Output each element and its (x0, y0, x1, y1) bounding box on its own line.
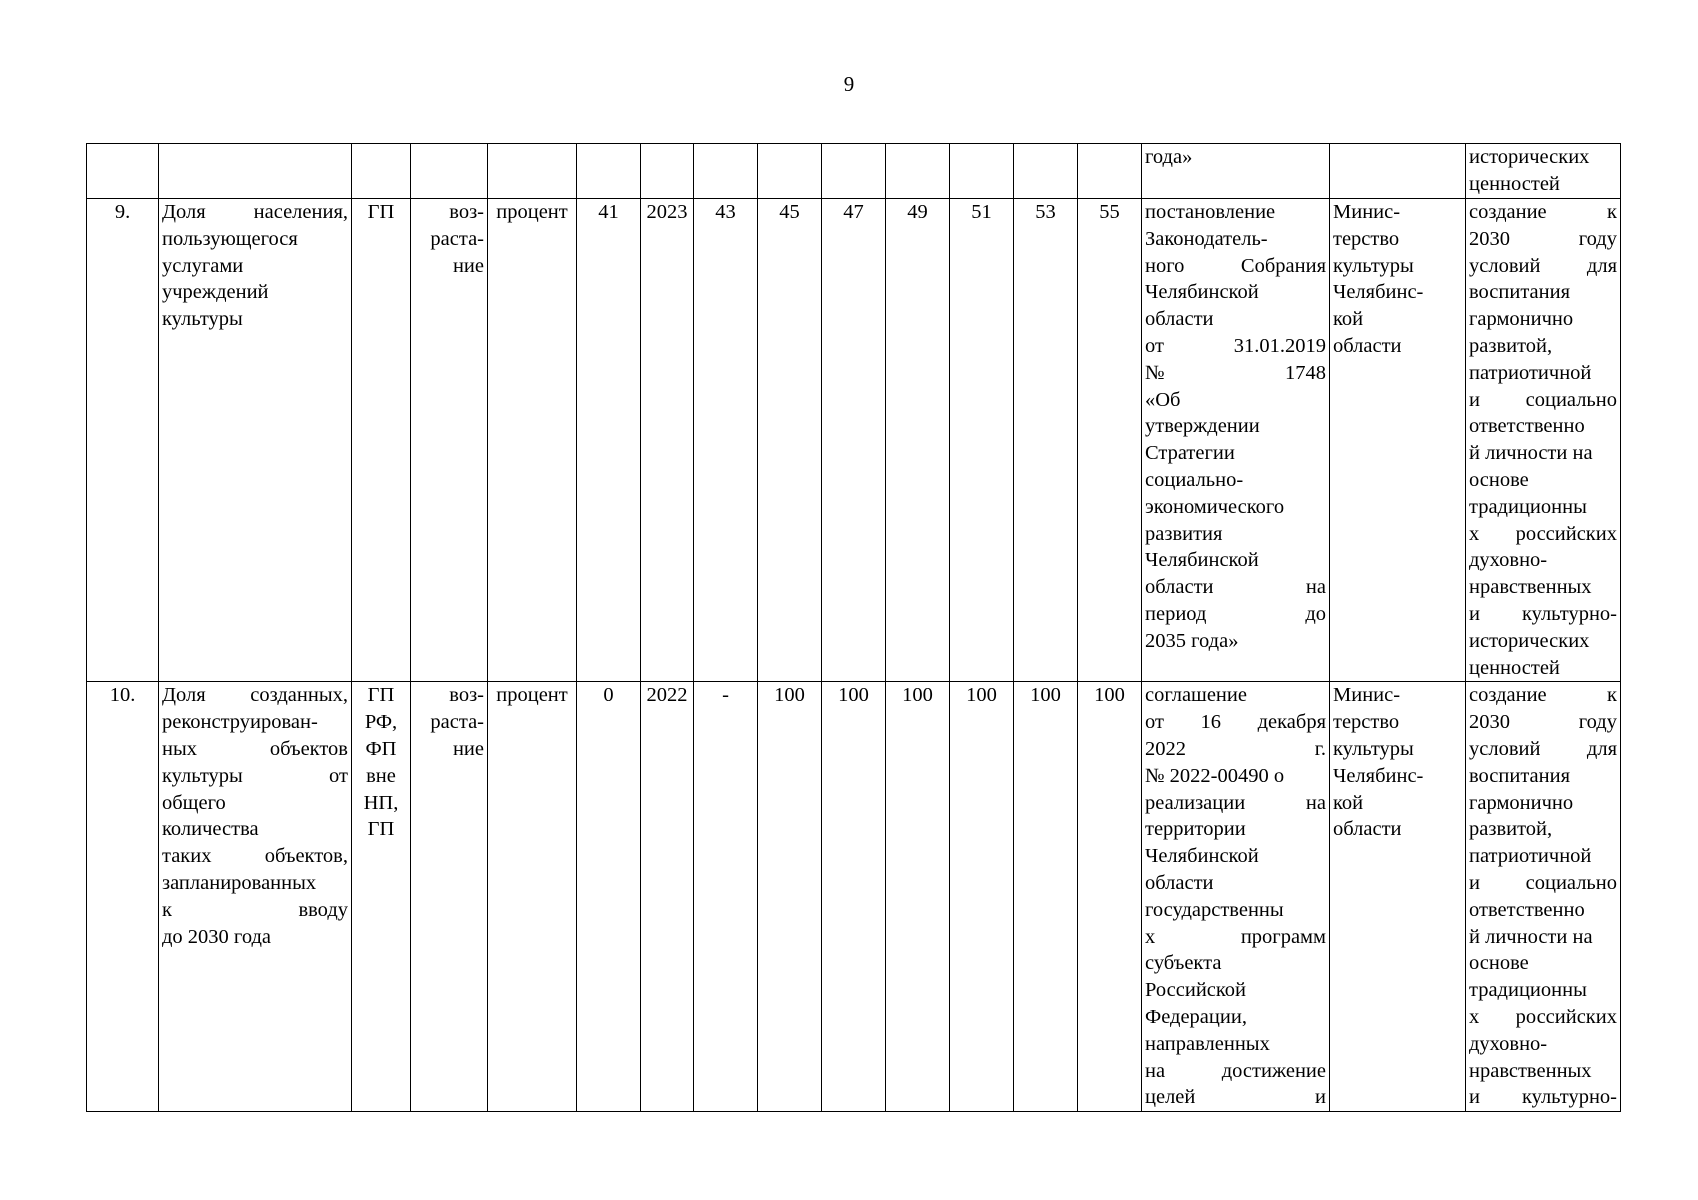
document-line: экономического (1145, 495, 1285, 518)
cell-empty (159, 144, 352, 199)
cell-indicator-name (159, 199, 352, 682)
cell-value: 45 (758, 199, 822, 682)
document-line (1145, 1058, 1326, 1085)
goal-line (1469, 736, 1617, 763)
document-line: направленных (1145, 1032, 1270, 1055)
level-line: НП, (363, 791, 399, 814)
goal-line: нравственных (1469, 576, 1592, 599)
cell-value: 47 (822, 199, 886, 682)
cell-empty (758, 144, 822, 199)
document-line: Федерации, (1145, 1005, 1247, 1028)
name-line: услугами (162, 254, 244, 277)
cell-value: 100 (1014, 682, 1078, 1112)
document-line: соглашение (1145, 684, 1247, 707)
trend-line: ние (452, 737, 484, 760)
cell-empty (694, 144, 758, 199)
word: от (1145, 334, 1164, 357)
cell-empty (87, 144, 159, 199)
cell-value: 51 (950, 199, 1014, 682)
word: № (1145, 361, 1165, 384)
word: Доля (162, 684, 206, 707)
goal-line: развитой, (1469, 818, 1553, 841)
goal-line: ценностей (1469, 656, 1560, 679)
goal-line (1469, 682, 1617, 709)
cell-number: 9. (87, 199, 159, 682)
document-line (1145, 1084, 1326, 1111)
word: ного (1145, 254, 1185, 277)
trend-line: ние (452, 254, 484, 277)
goal-line: развитой, (1469, 334, 1553, 357)
goal-line: исторических (1469, 629, 1590, 652)
document-line: № 2022-00490 о (1145, 764, 1285, 787)
goal-line: патриотичной (1469, 361, 1592, 384)
document-line: Челябинской (1145, 845, 1259, 868)
word: культурно- (1521, 602, 1617, 625)
word: от (329, 764, 348, 787)
cell-document (1142, 682, 1330, 1112)
trend-line: раста- (430, 711, 484, 734)
cell-indicator-name (159, 682, 352, 1112)
word: созданных, (250, 684, 348, 707)
word: условий (1469, 254, 1541, 277)
cell-base-value: 41 (577, 199, 641, 682)
word: на (1145, 1059, 1166, 1082)
document-line: государственны (1145, 898, 1284, 921)
goal-line: ценностей (1469, 172, 1560, 195)
document-line (1145, 253, 1326, 280)
name-line: общего (162, 791, 226, 814)
cell-level (352, 199, 411, 682)
word: вводу (298, 898, 348, 921)
word: объектов, (264, 845, 348, 868)
document-line (1145, 924, 1326, 951)
goal-line (1469, 1004, 1617, 1031)
word: и (1469, 602, 1480, 625)
word: Доля (162, 201, 206, 223)
goal-line (1469, 870, 1617, 897)
word: 16 (1200, 711, 1222, 734)
table-row-continuation (87, 144, 1621, 199)
document-line: развития (1145, 522, 1223, 545)
word: социально (1525, 388, 1617, 411)
cell-empty (577, 144, 641, 199)
word: и (1469, 1086, 1480, 1109)
goal-line (1469, 601, 1617, 628)
word: создание (1469, 201, 1547, 223)
name-line (162, 682, 348, 709)
goal-line: й личности на (1469, 925, 1593, 948)
word: х (1469, 1005, 1480, 1028)
responsible-line: области (1333, 334, 1402, 357)
cell-empty (488, 144, 577, 199)
level-line: ГП (367, 201, 395, 223)
name-line (162, 843, 348, 870)
level-line: ФП (365, 737, 397, 760)
name-line: количества (162, 818, 259, 841)
level-line: РФ, (364, 711, 398, 734)
word: 31.01.2019 (1233, 334, 1326, 357)
goal-line: воспитания (1469, 764, 1571, 787)
document-line: субъекта (1145, 952, 1222, 975)
responsible-line: Минис- (1333, 684, 1401, 707)
cell-value: 100 (950, 682, 1014, 1112)
word: для (1586, 254, 1617, 277)
cell-level (352, 682, 411, 1112)
responsible-line: культуры (1333, 254, 1414, 277)
cell-unit: процент (488, 199, 577, 682)
goal-line: ответственно (1469, 898, 1585, 921)
responsible-line: Минис- (1333, 201, 1401, 223)
name-line: реконструирован- (162, 711, 318, 734)
word: 1748 (1285, 361, 1326, 384)
cell-value: 43 (694, 199, 758, 682)
trend-line: воз- (449, 684, 484, 707)
document-line (1145, 333, 1326, 360)
word: к (1607, 684, 1617, 707)
word: достижение (1221, 1059, 1326, 1082)
name-line: культуры (162, 308, 243, 331)
name-line (162, 897, 348, 924)
cell-empty (950, 144, 1014, 199)
document-line: Челябинской (1145, 281, 1259, 304)
name-line (162, 199, 348, 226)
goal-line (1469, 226, 1617, 253)
word: ных (162, 737, 197, 760)
word: х (1145, 925, 1156, 948)
word: к (1607, 201, 1617, 223)
cell-base-year: 2022 (641, 682, 694, 1112)
goal-line: й личности на (1469, 442, 1593, 465)
goal-line (1469, 199, 1617, 226)
cell-base-year: 2023 (641, 199, 694, 682)
cell-value: 100 (1078, 682, 1142, 1112)
document-line: области (1145, 871, 1214, 894)
goal-line: духовно- (1469, 1032, 1548, 1055)
word: году (1578, 227, 1617, 250)
cell-value: 100 (822, 682, 886, 1112)
document-line: социально- (1145, 468, 1244, 491)
cell-value: 100 (758, 682, 822, 1112)
document-line: территории (1145, 818, 1246, 841)
document-line: Стратегии (1145, 442, 1235, 465)
document-line (1145, 574, 1326, 601)
cell-document (1142, 144, 1330, 199)
responsible-line: кой (1333, 791, 1364, 814)
word: Собрания (1240, 254, 1326, 277)
cell-trend (411, 682, 488, 1112)
cell-base-value: 0 (577, 682, 641, 1112)
word: области (1145, 576, 1214, 599)
trend-line: воз- (449, 201, 484, 223)
word: населения, (253, 201, 348, 223)
document-line: утверждении (1145, 415, 1260, 438)
responsible-line: Челябинс- (1333, 764, 1424, 787)
word: от (1145, 711, 1164, 734)
goal-line: духовно- (1469, 549, 1548, 572)
document-line: Челябинской (1145, 549, 1259, 572)
document-line: Законодатель- (1145, 227, 1268, 250)
word: и (1315, 1086, 1326, 1109)
cell-value: 55 (1078, 199, 1142, 682)
document-line: года» (1145, 146, 1193, 168)
cell-responsible (1330, 199, 1466, 682)
cell-value: 49 (886, 199, 950, 682)
cell-document (1142, 199, 1330, 682)
word: таких (162, 845, 212, 868)
level-line: ГП (367, 684, 395, 707)
goal-line: основе (1469, 468, 1529, 491)
word: и (1469, 388, 1480, 411)
word: для (1586, 737, 1617, 760)
responsible-line: Челябинс- (1333, 281, 1424, 304)
word: реализации (1145, 791, 1246, 814)
cell-goal (1466, 199, 1621, 682)
table-row (87, 682, 1621, 1112)
cell-empty (352, 144, 411, 199)
word: российских (1515, 522, 1617, 545)
word: декабря (1257, 711, 1326, 734)
goal-line: ответственно (1469, 415, 1585, 438)
cell-goal (1466, 144, 1621, 199)
word: к (162, 898, 172, 921)
word: социально (1525, 871, 1617, 894)
cell-empty (641, 144, 694, 199)
word: культуры (162, 764, 243, 787)
cell-empty (411, 144, 488, 199)
word: до (1305, 602, 1326, 625)
goal-line (1469, 709, 1617, 736)
goal-line: традиционны (1469, 495, 1587, 518)
cell-number: 10. (87, 682, 159, 1112)
cell-empty (1014, 144, 1078, 199)
name-line (162, 736, 348, 763)
word: и (1469, 871, 1480, 894)
word: 2030 (1469, 711, 1510, 734)
indicators-table (86, 143, 1621, 1112)
goal-line: исторических (1469, 146, 1590, 168)
word: х (1469, 522, 1480, 545)
cell-empty (1078, 144, 1142, 199)
name-line (162, 763, 348, 790)
goal-line: гармонично (1469, 308, 1574, 331)
goal-line (1469, 521, 1617, 548)
responsible-line: культуры (1333, 737, 1414, 760)
cell-value: - (694, 682, 758, 1112)
cell-value: 100 (886, 682, 950, 1112)
word: создание (1469, 684, 1547, 707)
document-line: области (1145, 308, 1214, 331)
document-line (1145, 709, 1326, 736)
word: период (1145, 602, 1207, 625)
cell-trend (411, 199, 488, 682)
document-line: «Об (1145, 388, 1181, 411)
table-row (87, 199, 1621, 682)
cell-empty (822, 144, 886, 199)
word: на (1305, 791, 1326, 814)
goal-line: основе (1469, 952, 1529, 975)
word: российских (1515, 1005, 1617, 1028)
goal-line (1469, 253, 1617, 280)
cell-empty (886, 144, 950, 199)
goal-line: гармонично (1469, 791, 1574, 814)
cell-empty (1330, 144, 1466, 199)
level-line: вне (366, 764, 396, 787)
cell-value: 53 (1014, 199, 1078, 682)
word: на (1305, 576, 1326, 599)
name-line: запланированных (162, 871, 317, 894)
document-line (1145, 736, 1326, 763)
word: целей (1145, 1086, 1196, 1109)
cell-goal (1466, 682, 1621, 1112)
goal-line (1469, 387, 1617, 414)
document-line (1145, 601, 1326, 628)
word: 2022 (1145, 737, 1186, 760)
word: объектов (269, 737, 348, 760)
document-line: Российской (1145, 979, 1247, 1002)
document-line: 2035 года» (1145, 629, 1239, 652)
document-line: постановление (1145, 201, 1276, 223)
goal-line: нравственных (1469, 1059, 1592, 1082)
goal-line (1469, 1084, 1617, 1111)
word: 2030 (1469, 227, 1510, 250)
name-line: пользующегося (162, 227, 298, 250)
name-line: до 2030 года (162, 925, 272, 948)
cell-unit: процент (488, 682, 577, 1112)
responsible-line: области (1333, 818, 1402, 841)
word: программ (1240, 925, 1326, 948)
goal-line: воспитания (1469, 281, 1571, 304)
goal-line: патриотичной (1469, 845, 1592, 868)
level-line: ГП (367, 818, 395, 841)
responsible-line: кой (1333, 308, 1364, 331)
responsible-line: терство (1333, 227, 1400, 250)
document-line (1145, 360, 1326, 387)
name-line: учреждений (162, 281, 269, 304)
document-line (1145, 790, 1326, 817)
trend-line: раста- (430, 227, 484, 250)
word: году (1578, 711, 1617, 734)
cell-responsible (1330, 682, 1466, 1112)
page-number: 9 (843, 72, 855, 96)
responsible-line: терство (1333, 711, 1400, 734)
word: г. (1314, 737, 1326, 760)
goal-line: традиционны (1469, 979, 1587, 1002)
word: культурно- (1521, 1086, 1617, 1109)
word: условий (1469, 737, 1541, 760)
